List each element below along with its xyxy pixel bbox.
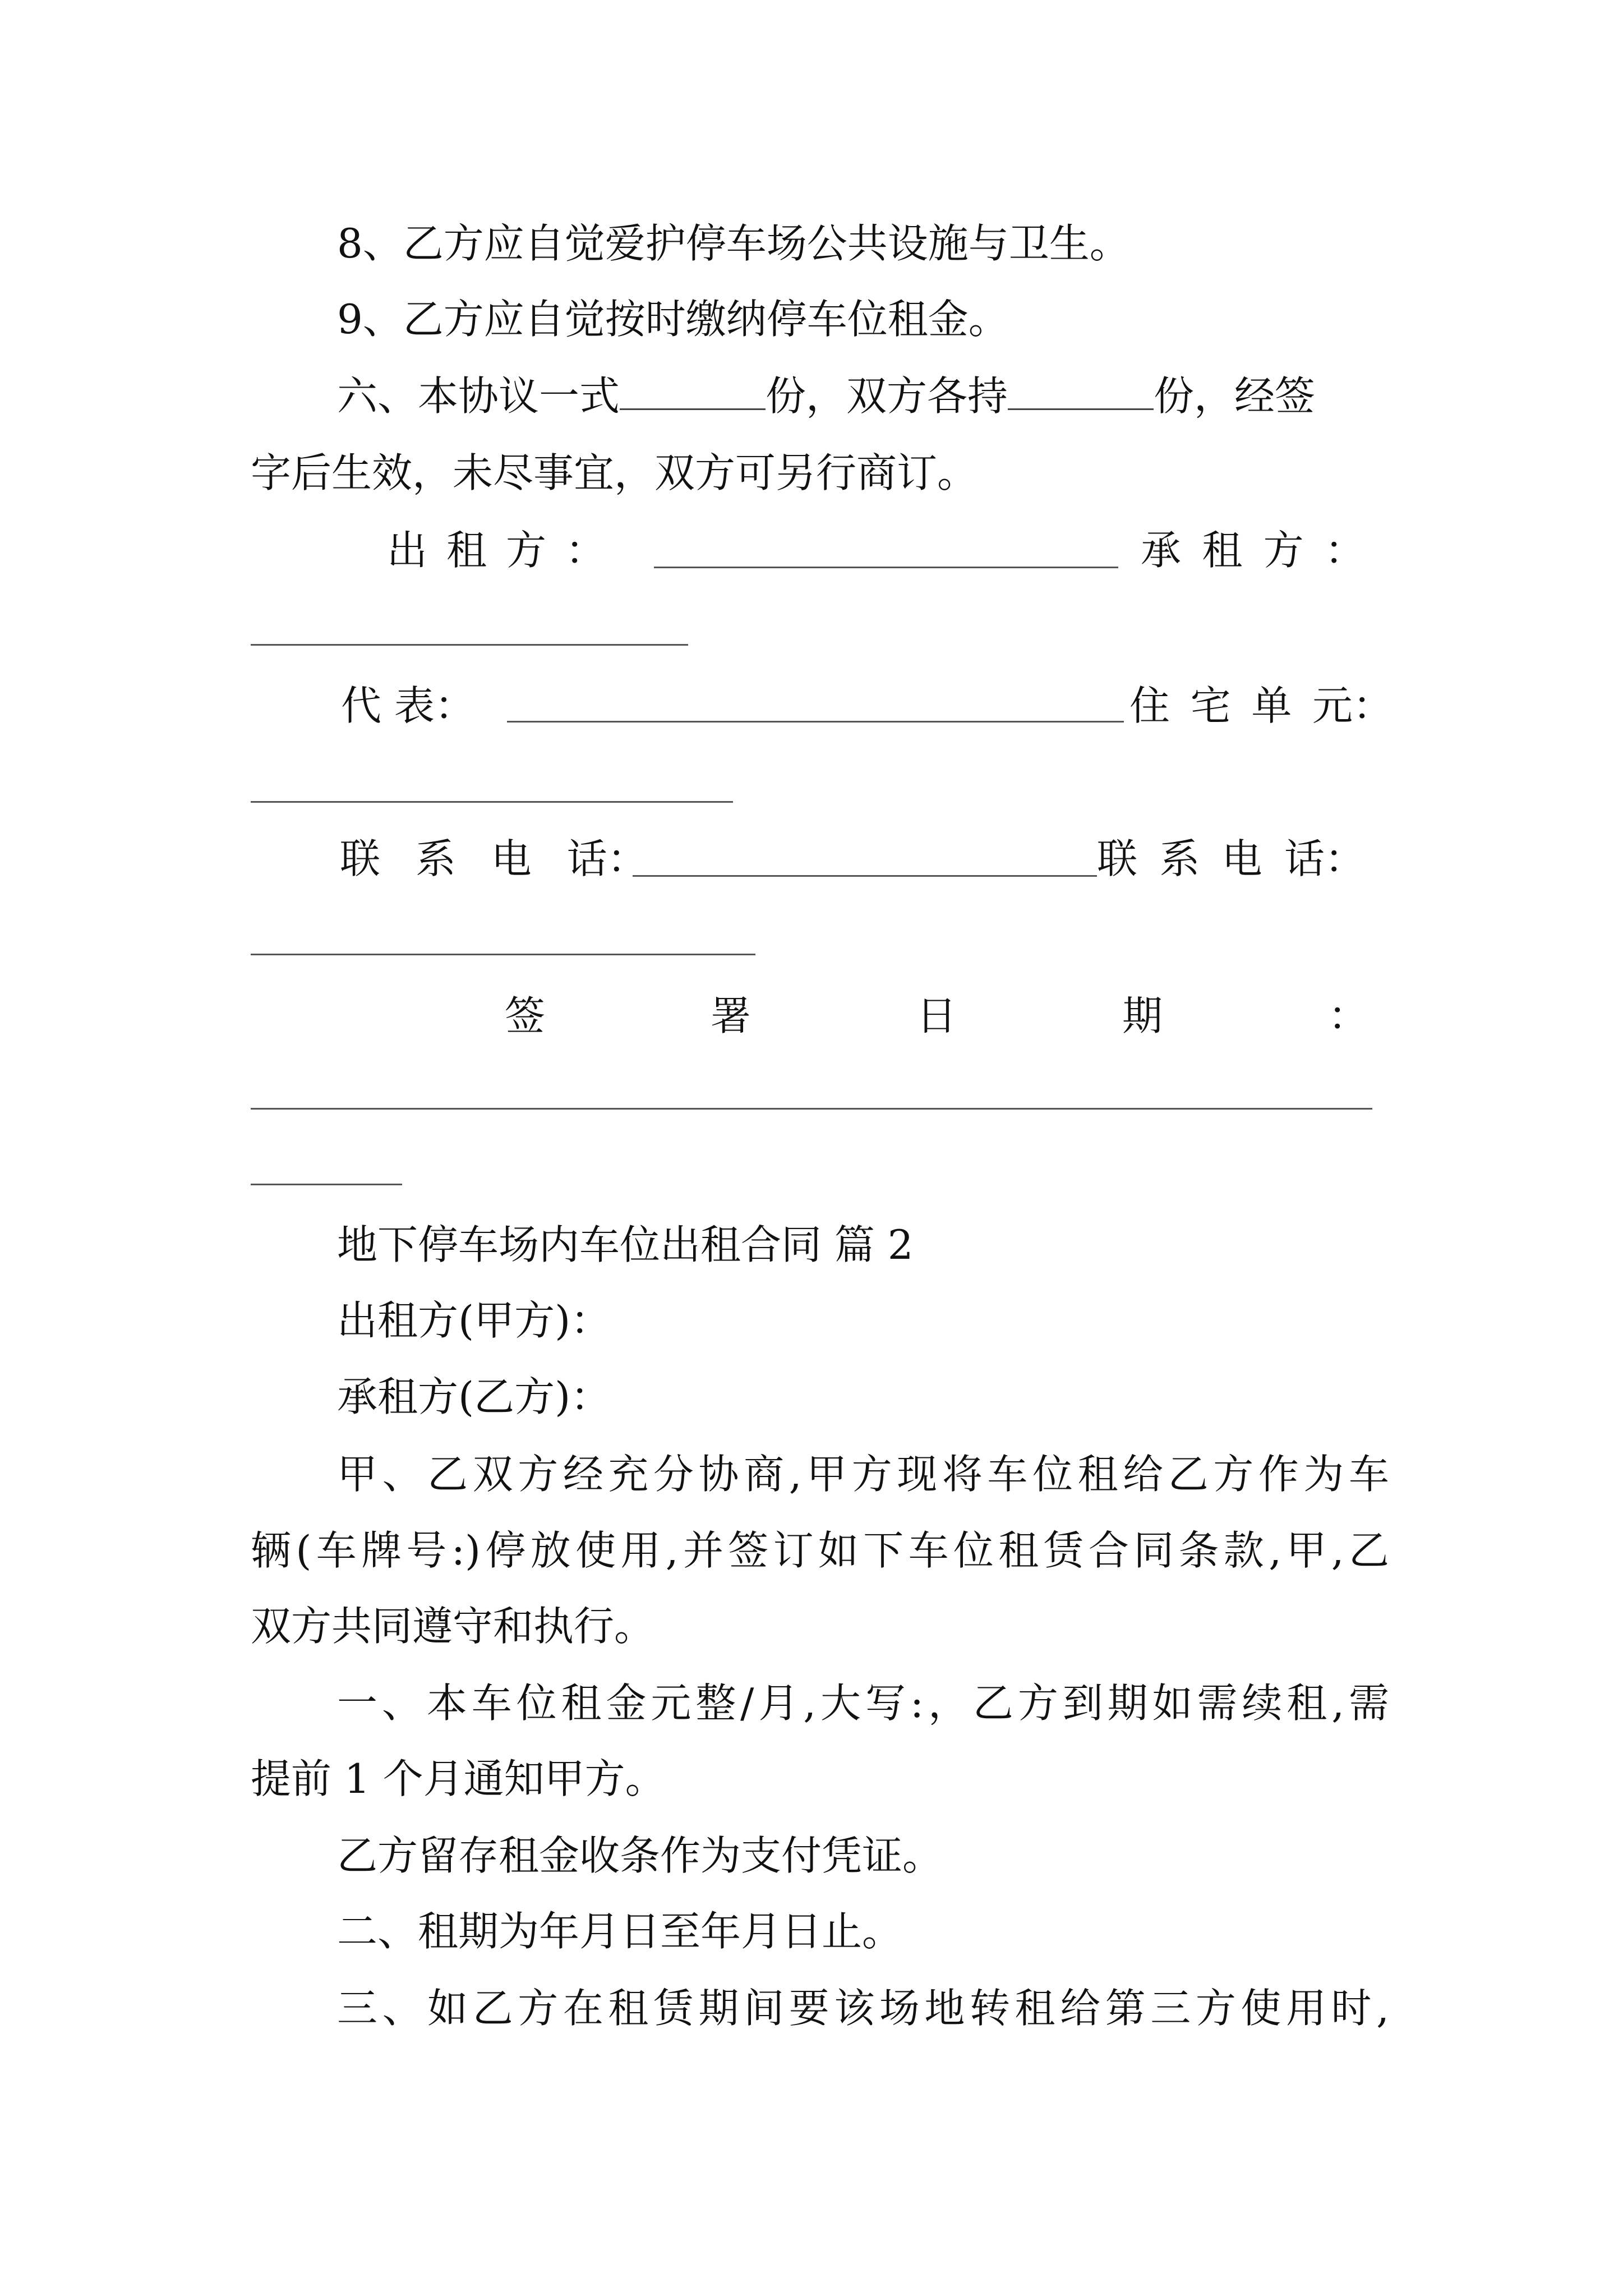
phone-lessee-line — [251, 954, 755, 955]
signing-date-line-1 — [251, 1108, 1372, 1110]
clause-6-text-b: 份，双方各持 — [766, 372, 1008, 420]
lessee-label: 承 租 方 ： — [1141, 527, 1365, 574]
para1-line2: 辆(车牌号:)停放使用,并签订如下车位租赁合同条款,甲,乙 — [251, 1527, 1389, 1574]
phone-label-lessee: 联 系 电 话： — [1097, 835, 1365, 882]
clause-6-text-c: 份，经签 — [1154, 372, 1316, 420]
lessor-signature-line — [654, 567, 1118, 568]
signing-date-line-2 — [251, 1184, 402, 1185]
para1-line3: 双方共同遵守和执行。 — [251, 1603, 655, 1650]
clause-6-line2: 字后生效，未尽事宜，双方可另行商订。 — [251, 449, 978, 496]
para2-line1: 一、本车位租金元整/月,大写:，乙方到期如需续租,需 — [337, 1680, 1389, 1727]
clause-9: 9、乙方应自觉按时缴纳停车位租金。 — [337, 296, 1009, 343]
lessee-signature-line — [251, 644, 688, 646]
section-title: 地下停车场内车位出租合同 篇 2 — [337, 1221, 914, 1268]
lessor-label: 出 租 方 ： — [387, 527, 606, 574]
para3: 乙方留存租金收条作为支付凭证。 — [337, 1832, 943, 1879]
representative-label: 代 表： — [341, 682, 475, 729]
lessee-party-b: 承租方(乙方)： — [337, 1373, 611, 1420]
copies-each-blank — [1008, 375, 1154, 410]
copies-total-blank — [620, 375, 766, 410]
lessor-party-a: 出租方(甲方)： — [337, 1297, 611, 1344]
phone-label-lessor: 联 系 电 话： — [340, 835, 648, 882]
representative-signature-line — [507, 721, 1124, 723]
phone-lessor-line — [633, 875, 1097, 877]
para5: 三、如乙方在租赁期间要该场地转租给第三方使用时, — [337, 1985, 1389, 2032]
para2-line2: 提前 1 个月通知甲方。 — [251, 1755, 666, 1802]
para1-line1: 甲、乙双方经充分协商,甲方现将车位租给乙方作为车 — [337, 1451, 1389, 1498]
clause-6-line1 — [251, 370, 1389, 422]
unit-signature-line — [251, 801, 733, 803]
signing-date-label: 签 署 日 期 ： — [505, 992, 1368, 1039]
unit-label: 住 宅 单 元： — [1129, 682, 1393, 729]
para4: 二、租期为年月日至年月日止。 — [337, 1908, 903, 1955]
clause-8: 8、乙方应自觉爱护停车场公共设施与卫生。 — [337, 220, 1130, 267]
clause-6-text-a: 六、本协议一式 — [337, 372, 620, 420]
